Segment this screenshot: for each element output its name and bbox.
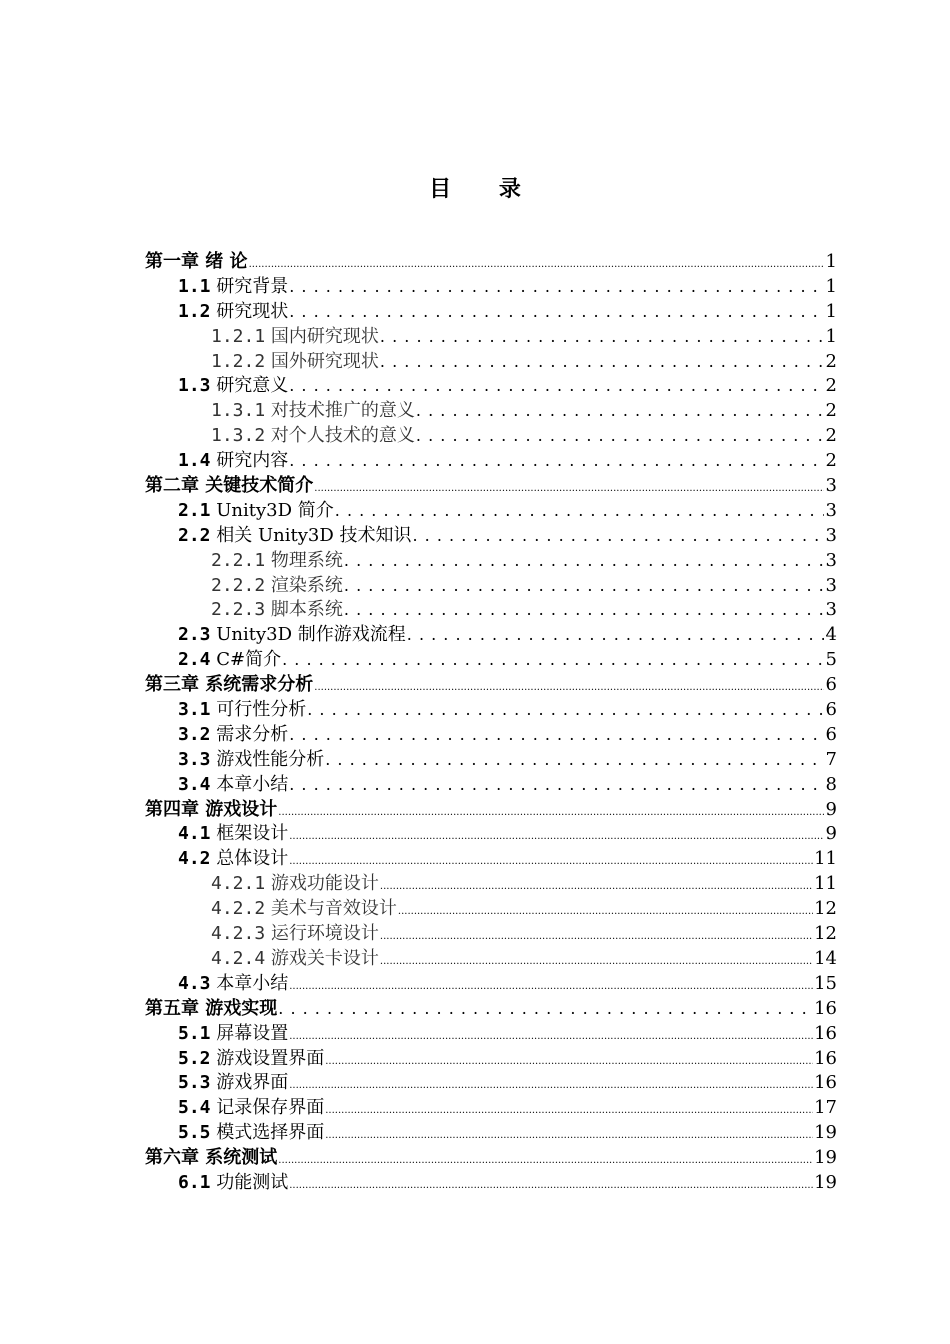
toc-entry-number: 2.2.3 bbox=[211, 599, 266, 621]
toc-entry-number: 4.2.2 bbox=[211, 898, 266, 920]
toc-entry[interactable] bbox=[145, 325, 837, 350]
toc-entry-number: 4.1 bbox=[178, 823, 211, 845]
toc-entry-number: 2.2.2 bbox=[211, 574, 266, 596]
toc-entry-title: 本章小结 bbox=[216, 773, 289, 795]
toc-entry-title: 游戏功能设计 bbox=[270, 873, 379, 895]
toc-entry-title: 物理系统 bbox=[270, 549, 343, 571]
toc-entry[interactable] bbox=[145, 449, 837, 474]
toc-entry-label bbox=[145, 798, 277, 823]
toc-entry-page-number: 16 bbox=[814, 1072, 837, 1094]
toc-entry-leader bbox=[289, 449, 824, 474]
toc-entry[interactable] bbox=[145, 648, 837, 673]
toc-entry-page-number: 1 bbox=[825, 325, 837, 347]
toc-entry-label bbox=[211, 947, 379, 972]
toc-entry[interactable] bbox=[145, 1071, 837, 1096]
toc-entry-number: 2.1 bbox=[178, 499, 211, 521]
toc-entry-title: 游戏性能分析 bbox=[216, 748, 325, 770]
toc-entry-leader bbox=[289, 847, 813, 875]
toc-entry-label bbox=[178, 1047, 324, 1072]
toc-entry[interactable] bbox=[145, 972, 837, 997]
toc-entry[interactable] bbox=[145, 1022, 837, 1047]
toc-entry-page-number: 5 bbox=[825, 649, 837, 671]
toc-entry-number: 5.3 bbox=[178, 1072, 211, 1094]
toc-entry-leader bbox=[325, 748, 824, 773]
toc-entry-page-number: 6 bbox=[825, 699, 837, 721]
toc-entry-label bbox=[211, 424, 415, 449]
toc-entry-number: 3.4 bbox=[178, 773, 211, 795]
toc-entry-page-number: 4 bbox=[825, 624, 837, 646]
toc-entry-label bbox=[145, 1146, 277, 1171]
toc-entry-number: 5.2 bbox=[178, 1047, 211, 1069]
toc-entry[interactable] bbox=[145, 1146, 837, 1171]
toc-entry-page-number: 1 bbox=[825, 300, 837, 322]
toc-entry-label bbox=[211, 549, 343, 574]
toc-entry-page-number: 2 bbox=[825, 425, 837, 447]
toc-entry-number: 4.3 bbox=[178, 972, 211, 994]
toc-entry-title: 可行性分析 bbox=[216, 699, 307, 721]
toc-entry-number: 4.2.3 bbox=[211, 923, 266, 945]
toc-entry-number: 2.2 bbox=[178, 524, 211, 546]
toc-entry-page-number: 3 bbox=[825, 574, 837, 596]
toc-entry-label bbox=[211, 897, 397, 922]
toc-entry-title: 系统需求分析 bbox=[205, 674, 314, 696]
toc-entry-title: 国外研究现状 bbox=[270, 350, 379, 372]
toc-entry-leader bbox=[278, 997, 813, 1022]
page-title: 目 录 bbox=[429, 177, 541, 202]
toc-entry-number: 3.3 bbox=[178, 748, 211, 770]
toc-entry[interactable] bbox=[145, 723, 837, 748]
toc-entry[interactable] bbox=[145, 474, 837, 499]
toc-entry-leader bbox=[249, 250, 824, 278]
toc-entry-label bbox=[178, 773, 288, 798]
toc-entry-title: 研究现状 bbox=[216, 300, 289, 322]
toc-entry[interactable] bbox=[145, 847, 837, 872]
toc-entry-page-number: 19 bbox=[814, 1147, 837, 1169]
toc-entry-page-number: 8 bbox=[825, 773, 837, 795]
toc-entry-leader bbox=[380, 350, 824, 375]
toc-entry-label bbox=[211, 350, 379, 375]
toc-entry-label bbox=[178, 1022, 288, 1047]
toc-entry-title: 相关 Unity3D 技术知识 bbox=[216, 524, 412, 546]
toc-entry-label bbox=[211, 598, 343, 623]
toc-entry-number: 1.1 bbox=[178, 275, 211, 297]
toc-entry[interactable] bbox=[145, 897, 837, 922]
toc-entry[interactable] bbox=[145, 524, 837, 549]
toc-entry-title: 记录保存界面 bbox=[216, 1097, 325, 1119]
toc-entry-label bbox=[178, 449, 288, 474]
toc-entry-label bbox=[178, 499, 334, 524]
toc-entry-leader bbox=[289, 1071, 813, 1099]
toc-entry-leader bbox=[278, 1146, 813, 1174]
toc-entry-leader bbox=[398, 897, 813, 925]
toc-entry-page-number: 2 bbox=[825, 375, 837, 397]
toc-entry-page-number: 16 bbox=[814, 1047, 837, 1069]
toc-entry-number: 第一章 bbox=[145, 251, 199, 272]
toc-entry[interactable] bbox=[145, 822, 837, 847]
toc-entry-page-number: 14 bbox=[814, 947, 837, 969]
toc-entry-number: 1.2.1 bbox=[211, 325, 266, 347]
toc-entry-leader bbox=[314, 474, 824, 502]
toc-entry-leader bbox=[325, 1047, 813, 1075]
toc-entry-title: 对技术推广的意义 bbox=[270, 400, 415, 422]
toc-entry-page-number: 3 bbox=[825, 499, 837, 521]
toc-entry[interactable] bbox=[145, 424, 837, 449]
toc-entry[interactable] bbox=[145, 1096, 837, 1121]
toc-entry-page-number: 3 bbox=[825, 524, 837, 546]
toc-entry-title: 游戏实现 bbox=[205, 997, 278, 1019]
toc-entry-page-number: 6 bbox=[825, 723, 837, 745]
toc-entry-number: 第六章 bbox=[145, 1147, 199, 1169]
toc-entry-label bbox=[178, 1071, 288, 1096]
toc-entry-title: 绪 论 bbox=[205, 251, 248, 272]
toc-entry-label bbox=[178, 822, 288, 847]
toc-entry[interactable] bbox=[145, 872, 837, 897]
toc-entry-title: 模式选择界面 bbox=[216, 1122, 325, 1144]
toc-entry-label bbox=[178, 698, 306, 723]
toc-entry-leader bbox=[314, 673, 824, 701]
toc-entry-leader bbox=[344, 598, 824, 623]
toc-entry-title: 研究意义 bbox=[216, 375, 289, 397]
toc-entry-page-number: 12 bbox=[814, 898, 837, 920]
toc-entry[interactable] bbox=[145, 574, 837, 599]
toc-entry-label bbox=[178, 748, 324, 773]
toc-entry-number: 2.4 bbox=[178, 649, 211, 671]
toc-entry-leader bbox=[380, 325, 824, 350]
toc-entry-number: 1.2.2 bbox=[211, 350, 266, 372]
toc-entry-leader bbox=[380, 947, 813, 975]
toc-entry-page-number: 3 bbox=[825, 549, 837, 571]
toc-entry-number: 1.2 bbox=[178, 300, 211, 322]
toc-entry-page-number: 16 bbox=[814, 997, 837, 1019]
toc-entry-title: Unity3D 简介 bbox=[216, 499, 334, 521]
toc-entry-number: 1.3 bbox=[178, 375, 211, 397]
toc-entry[interactable] bbox=[145, 922, 837, 947]
toc-entry-label bbox=[211, 574, 343, 599]
toc-entry-number: 5.1 bbox=[178, 1022, 211, 1044]
toc-entry-title: Unity3D 制作游戏流程 bbox=[216, 624, 406, 646]
toc-entry-title: 游戏关卡设计 bbox=[270, 947, 379, 969]
toc-entry-number: 2.3 bbox=[178, 624, 211, 646]
toc-entry-page-number: 9 bbox=[825, 798, 837, 820]
toc-entry[interactable] bbox=[145, 350, 837, 375]
toc-entry-label bbox=[145, 673, 313, 698]
toc-entry-number: 5.5 bbox=[178, 1122, 211, 1144]
toc-entry[interactable] bbox=[145, 623, 837, 648]
toc-entry-leader bbox=[289, 723, 824, 748]
toc-entry-label bbox=[145, 997, 277, 1022]
toc-entry[interactable] bbox=[145, 673, 837, 698]
toc-entry-label bbox=[178, 723, 288, 748]
toc-entry-title: 研究内容 bbox=[216, 450, 289, 472]
toc-entry[interactable] bbox=[145, 947, 837, 972]
toc-entry-page-number: 7 bbox=[825, 748, 837, 770]
toc-entry[interactable] bbox=[145, 748, 837, 773]
toc-entry-number: 3.1 bbox=[178, 699, 211, 721]
toc-entry-title: 游戏设置界面 bbox=[216, 1047, 325, 1069]
toc-entry-number: 4.2.1 bbox=[211, 873, 266, 895]
toc-entry-page-number: 12 bbox=[814, 923, 837, 945]
toc-entry-title: 关键技术简介 bbox=[205, 475, 314, 497]
toc-entry[interactable] bbox=[145, 798, 837, 823]
toc-entry-number: 4.2 bbox=[178, 848, 211, 870]
toc-entry-page-number: 1 bbox=[825, 251, 837, 272]
toc-entry-title: 功能测试 bbox=[216, 1171, 289, 1193]
toc-entry[interactable] bbox=[145, 698, 837, 723]
toc-entry-title: 需求分析 bbox=[216, 723, 289, 745]
toc-entry-leader bbox=[344, 574, 824, 599]
toc-entry[interactable] bbox=[145, 250, 837, 275]
toc-entry-label bbox=[178, 300, 288, 325]
toc-entry-leader bbox=[413, 524, 825, 549]
toc-entry[interactable] bbox=[145, 499, 837, 524]
toc-entry-page-number: 2 bbox=[825, 400, 837, 422]
toc-entry-label bbox=[211, 922, 379, 947]
toc-entry-label bbox=[145, 250, 248, 275]
toc-entry-leader bbox=[380, 872, 813, 900]
toc-entry-number: 1.4 bbox=[178, 450, 211, 472]
toc-entry[interactable] bbox=[145, 374, 837, 399]
toc-entry-leader bbox=[307, 698, 824, 723]
toc-entry-leader bbox=[289, 1171, 813, 1199]
toc-entry-title: 研究背景 bbox=[216, 275, 289, 297]
toc-entry-label bbox=[211, 872, 379, 897]
toc-entry-label bbox=[178, 1096, 324, 1121]
toc-entry-number: 第二章 bbox=[145, 475, 199, 497]
toc-entry-number: 第四章 bbox=[145, 798, 199, 820]
toc-entry-leader bbox=[289, 822, 824, 850]
toc-entry-leader bbox=[344, 549, 824, 574]
toc-entry-number: 4.2.4 bbox=[211, 947, 266, 969]
toc-entry-leader bbox=[335, 499, 824, 524]
toc-entry-title: 本章小结 bbox=[216, 972, 289, 994]
toc-entry-label bbox=[178, 972, 288, 997]
toc-entry-number: 3.2 bbox=[178, 723, 211, 745]
toc-entry-label bbox=[178, 623, 406, 648]
toc-entry-page-number: 11 bbox=[814, 873, 837, 895]
toc-entry-number: 6.1 bbox=[178, 1171, 211, 1193]
toc-entry[interactable] bbox=[145, 1171, 837, 1196]
toc-entry-label bbox=[211, 325, 379, 350]
toc-entry-label bbox=[145, 474, 313, 499]
toc-entry-page-number: 3 bbox=[825, 475, 837, 497]
toc-entry[interactable] bbox=[145, 1121, 837, 1146]
toc-entry-leader bbox=[289, 275, 824, 300]
toc-entry-page-number: 6 bbox=[825, 674, 837, 696]
toc-entry-number: 1.3.1 bbox=[211, 400, 266, 422]
toc-entry-page-number: 1 bbox=[825, 275, 837, 297]
toc-entry-leader bbox=[416, 424, 824, 449]
toc-entry-title: 对个人技术的意义 bbox=[270, 425, 415, 447]
toc-entry-title: 渲染系统 bbox=[270, 574, 343, 596]
toc-entry-title: 运行环境设计 bbox=[270, 923, 379, 945]
toc-entry-label bbox=[178, 648, 281, 673]
toc-entry-page-number: 19 bbox=[814, 1122, 837, 1144]
toc-entry-number: 第三章 bbox=[145, 674, 199, 696]
toc-entry-number: 5.4 bbox=[178, 1097, 211, 1119]
toc-entry[interactable] bbox=[145, 773, 837, 798]
toc-entry-leader bbox=[282, 648, 824, 673]
toc-entry-number: 2.2.1 bbox=[211, 549, 266, 571]
toc-entry[interactable] bbox=[145, 399, 837, 424]
toc-entry-title: 框架设计 bbox=[216, 823, 289, 845]
toc-entry-leader bbox=[416, 399, 824, 424]
toc-entry-page-number: 9 bbox=[825, 823, 837, 845]
toc-entry-leader bbox=[278, 798, 824, 826]
toc-entry-label bbox=[178, 1171, 288, 1196]
toc-entry-label bbox=[211, 399, 415, 424]
toc-entry-title: 美术与音效设计 bbox=[270, 898, 397, 920]
toc-entry-title: 游戏界面 bbox=[216, 1072, 289, 1094]
toc-entry-title: C#简介 bbox=[216, 649, 282, 671]
toc-entry-label bbox=[178, 275, 288, 300]
toc-entry-leader bbox=[289, 1022, 813, 1050]
toc-entry-leader bbox=[325, 1121, 813, 1149]
toc-entry-title: 游戏设计 bbox=[205, 798, 278, 820]
toc-entry-leader bbox=[289, 374, 824, 399]
toc-entry-page-number: 2 bbox=[825, 450, 837, 472]
toc-entry-label bbox=[178, 1121, 324, 1146]
toc-entry[interactable] bbox=[145, 1047, 837, 1072]
toc-entry-label bbox=[178, 524, 412, 549]
toc-entry-title: 总体设计 bbox=[216, 848, 289, 870]
toc-entry-label bbox=[178, 374, 288, 399]
table-of-contents bbox=[145, 250, 837, 1196]
toc-entry-number: 1.3.2 bbox=[211, 425, 266, 447]
toc-entry-label bbox=[178, 847, 288, 872]
toc-entry[interactable] bbox=[145, 598, 837, 623]
toc-entry-page-number: 3 bbox=[825, 599, 837, 621]
toc-entry[interactable] bbox=[145, 275, 837, 300]
toc-entry-title: 脚本系统 bbox=[270, 599, 343, 621]
toc-entry-page-number: 16 bbox=[814, 1022, 837, 1044]
toc-entry[interactable] bbox=[145, 549, 837, 574]
toc-entry-leader bbox=[289, 972, 813, 1000]
toc-entry-page-number: 19 bbox=[814, 1171, 837, 1193]
toc-entry-page-number: 15 bbox=[814, 972, 837, 994]
toc-entry-number: 第五章 bbox=[145, 997, 199, 1019]
toc-entry-page-number: 11 bbox=[814, 848, 837, 870]
toc-entry[interactable] bbox=[145, 997, 837, 1022]
toc-entry-leader bbox=[380, 922, 813, 950]
toc-entry-leader bbox=[407, 623, 824, 648]
toc-entry[interactable] bbox=[145, 300, 837, 325]
toc-entry-page-number: 2 bbox=[825, 350, 837, 372]
toc-entry-title: 屏幕设置 bbox=[216, 1022, 289, 1044]
toc-entry-title: 系统测试 bbox=[205, 1147, 278, 1169]
toc-entry-leader bbox=[325, 1096, 813, 1124]
toc-entry-leader bbox=[289, 300, 824, 325]
toc-entry-title: 国内研究现状 bbox=[270, 325, 379, 347]
toc-entry-page-number: 17 bbox=[814, 1097, 837, 1119]
toc-entry-leader bbox=[289, 773, 824, 798]
